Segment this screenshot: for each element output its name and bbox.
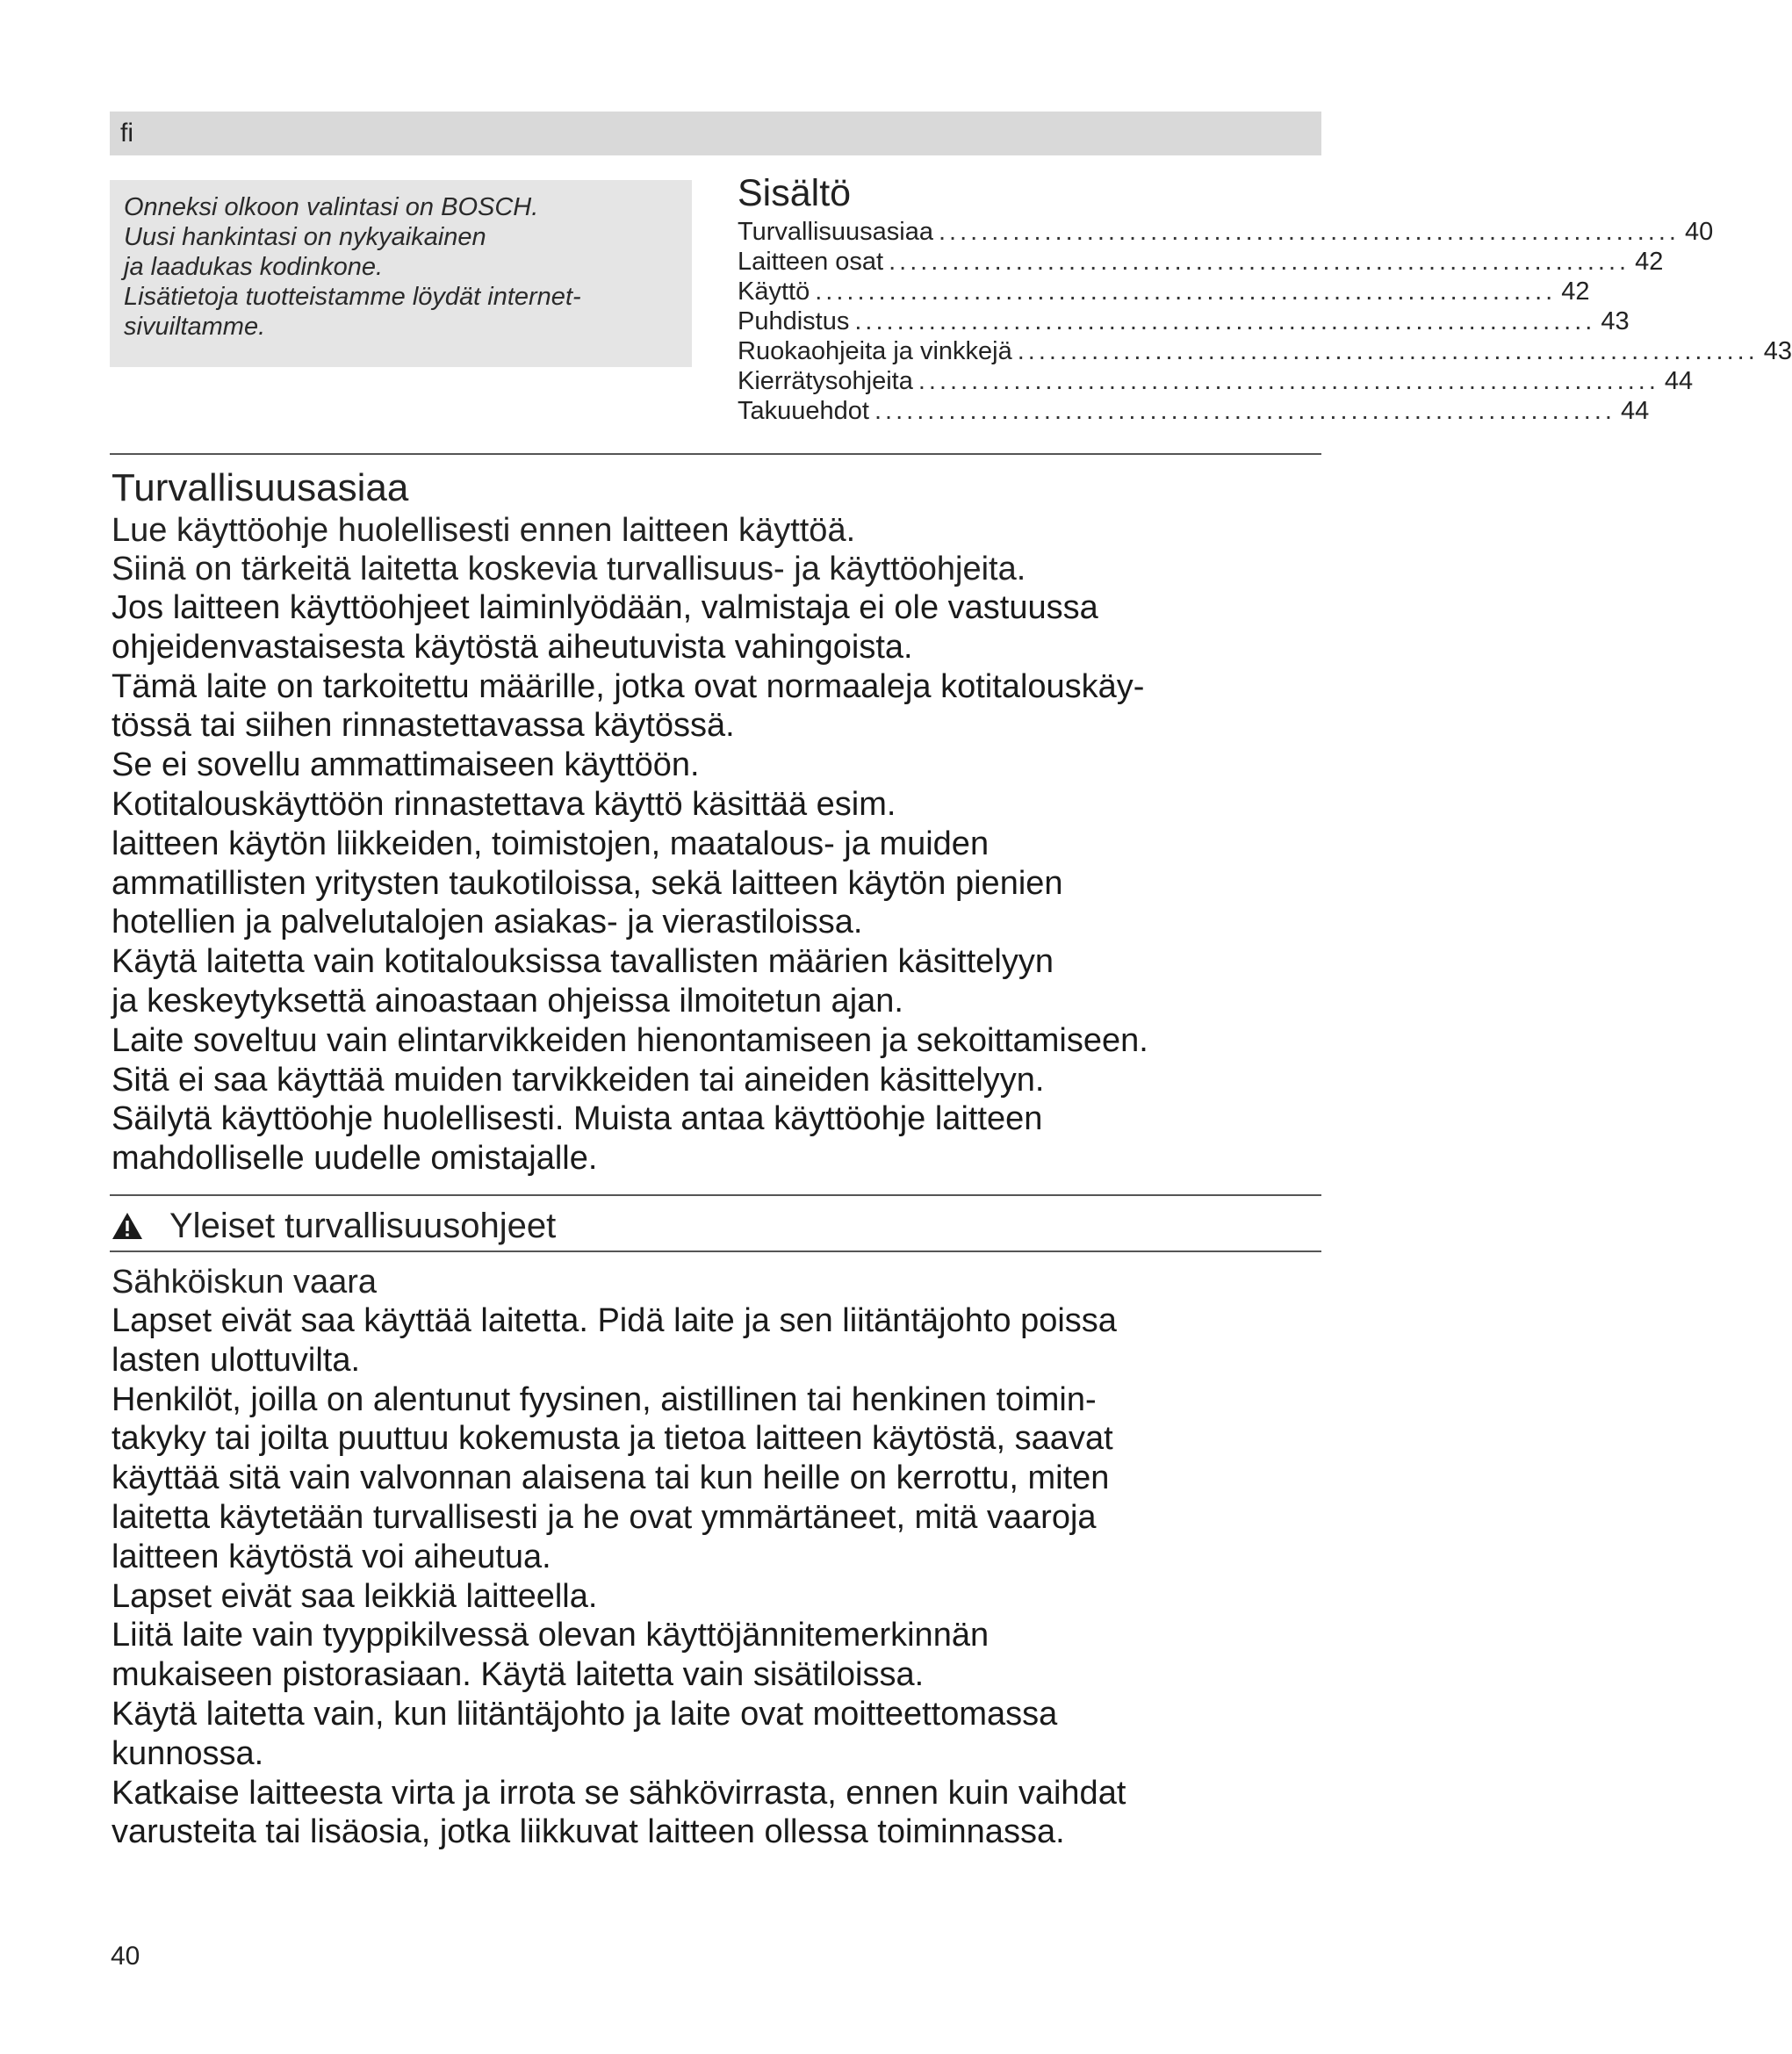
- intro-line: sivuiltamme.: [124, 313, 266, 341]
- toc-entry-page: 43: [1601, 307, 1630, 335]
- electric-shock-subtitle: Sähköiskun vaara: [112, 1264, 378, 1301]
- section-divider: [110, 1250, 1321, 1252]
- general-body-line: Henkilöt, joilla on alentunut fyysinen, aistillinen tai henkinen toimin-: [112, 1380, 1097, 1418]
- general-body-line: mukaiseen pistorasiaan. Käytä laitetta vain sisätiloissa.: [112, 1656, 925, 1694]
- safety-body-line: ammatillisten yritysten taukotiloissa, sekä laitteen käytön pienien: [112, 864, 1063, 902]
- general-body-line: laitteen käytöstä voi aiheutua.: [112, 1538, 551, 1575]
- safety-section: [112, 465, 1332, 1178]
- toc-entry-page: 43: [1763, 337, 1792, 365]
- intro-line: Onneksi olkoon valintasi on BOSCH.: [124, 193, 539, 221]
- toc-leader-dots: ......................................................................: [938, 218, 1680, 246]
- general-body-line: käyttää sitä vain valvonnan alaisena tai kun heille on kerrottu, miten: [112, 1459, 1110, 1497]
- general-body-line: Katkaise laitteesta virta ja irrota se sähkövirrasta, ennen kuin vaihdat: [112, 1774, 1126, 1812]
- toc-leader-dots: ......................................................................: [918, 367, 1659, 395]
- toc-leader-dots: ......................................................................: [874, 397, 1616, 425]
- toc-leader-dots: ......................................................................: [889, 248, 1630, 276]
- safety-body-line: Laite soveltuu vain elintarvikkeiden hienontamiseen ja sekoittamiseen.: [112, 1021, 1148, 1059]
- toc-entry[interactable]: [738, 336, 1792, 366]
- toc-entry-page: 44: [1664, 367, 1694, 395]
- toc-entry-page: 42: [1635, 248, 1664, 276]
- safety-body-line: mahdolliselle uudelle omistajalle.: [112, 1140, 598, 1178]
- section-divider: [110, 1194, 1321, 1196]
- toc-entry-label: Takuuehdot: [738, 397, 869, 425]
- toc-entry-page: 40: [1684, 218, 1714, 246]
- safety-body-line: tössä tai siihen rinnastettavassa käytössä.: [112, 707, 735, 745]
- toc-entry[interactable]: [738, 306, 1630, 336]
- language-bar: [110, 112, 1321, 155]
- toc-entry[interactable]: [738, 396, 1650, 426]
- safety-title: Turvallisuusasiaa: [112, 466, 409, 509]
- general-body-line: laitetta käytetään turvallisesti ja he ovat ymmärtäneet, mitä vaaroja: [112, 1498, 1097, 1536]
- toc-entry-page: 44: [1620, 397, 1650, 425]
- safety-body-line: Käytä laitetta vain kotitalouksissa tavallisten määrien käsittelyyn: [112, 943, 1054, 981]
- table-of-contents: [738, 171, 1792, 426]
- safety-lead-line: Lue käyttöohje huolellisesti ennen laitteen käyttöä.: [112, 512, 856, 549]
- section-divider: [110, 453, 1321, 455]
- safety-body-line: Säilytä käyttöohje huolellisesti. Muista antaa käyttöohje laitteen: [112, 1100, 1043, 1138]
- toc-entry-page: 42: [1561, 277, 1590, 306]
- safety-body-line: ohjeidenvastaisesta käytöstä aiheutuvista vahingoista.: [112, 628, 913, 666]
- toc-leader-dots: ......................................................................: [1017, 337, 1759, 365]
- general-body-line: Liitä laite vain tyyppikilvessä olevan käyttöjännitemerkinnän: [112, 1617, 990, 1654]
- general-body-line: Lapset eivät saa käyttää laitetta. Pidä laite ja sen liitäntäjohto poissa: [112, 1302, 1117, 1339]
- general-body-line: varusteita tai lisäosia, jotka liikkuvat laitteen ollessa toiminnassa.: [112, 1813, 1065, 1851]
- toc-entry-label: Kierrätysohjeita: [738, 367, 913, 395]
- general-body-line: takyky tai joilta puuttuu kokemusta ja tietoa laitteen käytöstä, saavat: [112, 1420, 1113, 1458]
- page-number: 40: [111, 1942, 140, 1971]
- language-tag: fi: [120, 119, 133, 148]
- safety-body-line: Tämä laite on tarkoitettu määrille, jotka ovat normaaleja kotitalouskäy-: [112, 667, 1145, 705]
- toc-entry-label: Turvallisuusasiaa: [738, 218, 933, 246]
- warning-triangle-icon: [112, 1212, 143, 1240]
- toc-entry-label: Puhdistus: [738, 307, 850, 335]
- general-safety-section: [112, 1263, 1332, 1852]
- toc-entry[interactable]: [738, 247, 1664, 277]
- general-safety-title: Yleiset turvallisuusohjeet: [169, 1207, 557, 1245]
- toc-entry[interactable]: [738, 277, 1590, 306]
- toc-title: Sisältö: [738, 172, 852, 214]
- intro-line: Uusi hankintasi on nykyaikainen: [124, 223, 486, 251]
- toc-leader-dots: ......................................................................: [815, 277, 1557, 306]
- toc-entry-label: Ruokaohjeita ja vinkkejä: [738, 337, 1012, 365]
- safety-body-line: Sitä ei saa käyttää muiden tarvikkeiden tai aineiden käsittelyyn.: [112, 1061, 1045, 1099]
- safety-body-line: laitteen käytön liikkeiden, toimistojen, maatalous- ja muiden: [112, 825, 990, 862]
- intro-line: ja laadukas kodinkone.: [124, 253, 384, 281]
- general-body-line: kunnossa.: [112, 1734, 264, 1772]
- safety-lead-line: Siinä on tärkeitä laitetta koskevia turvallisuus- ja käyttöohjeita.: [112, 551, 1026, 587]
- intro-box: [110, 180, 692, 367]
- general-body-line: Käytä laitetta vain, kun liitäntäjohto ja laite ovat moitteettomassa: [112, 1695, 1058, 1733]
- general-body-line: Lapset eivät saa leikkiä laitteella.: [112, 1577, 598, 1615]
- toc-entry[interactable]: [738, 366, 1694, 396]
- general-safety-heading: [112, 1205, 556, 1247]
- toc-leader-dots: ......................................................................: [854, 307, 1596, 335]
- safety-body-line: Kotitalouskäyttöön rinnastettava käyttö käsittää esim.: [112, 785, 896, 823]
- safety-body-line: Jos laitteen käyttöohjeet laiminlyödään, valmistaja ei ole vastuussa: [112, 589, 1098, 626]
- toc-entry-label: Laitteen osat: [738, 248, 884, 276]
- safety-body-line: hotellien ja palvelutalojen asiakas- ja vierastiloissa.: [112, 904, 863, 941]
- intro-line: Lisätietoja tuotteistamme löydät internet-: [124, 283, 581, 311]
- toc-entry-label: Käyttö: [738, 277, 810, 306]
- general-body-line: lasten ulottuvilta.: [112, 1341, 361, 1379]
- toc-entry[interactable]: [738, 217, 1714, 247]
- safety-body-line: ja keskeytyksettä ainoastaan ohjeissa ilmoitetun ajan.: [112, 982, 903, 1020]
- safety-body-line: Se ei sovellu ammattimaiseen käyttöön.: [112, 746, 700, 784]
